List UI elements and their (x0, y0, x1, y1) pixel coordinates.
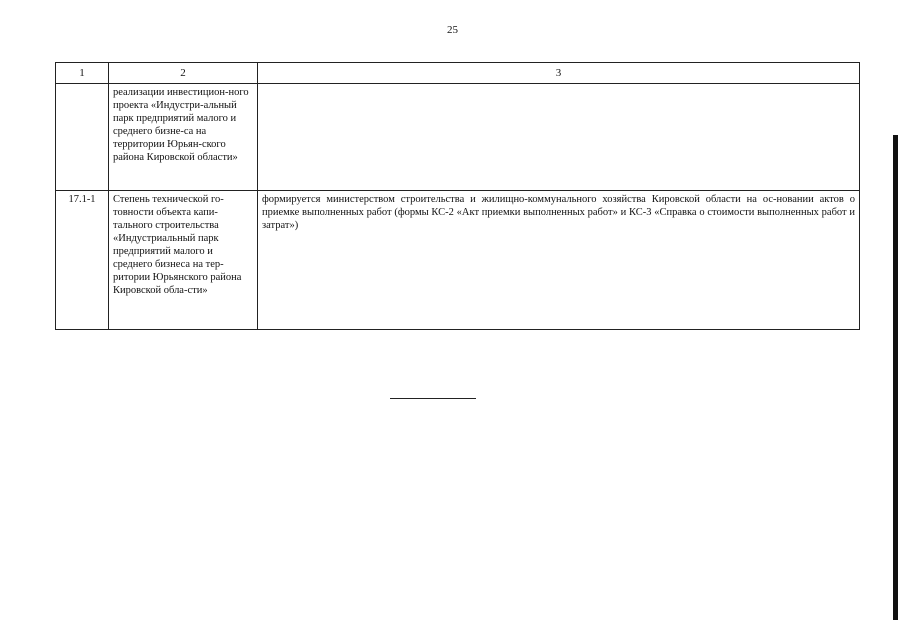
column-header-1: 1 (56, 63, 109, 84)
indicator-name-cell: реализации инвестицион-ного проекта «Индустри-альный парк предприятий малого и среднего бизне-са на территории Юрьян-ского района Кировской области» (109, 84, 258, 191)
data-table (55, 62, 860, 330)
row-number-cell: 17.1-1 (56, 191, 109, 330)
scan-edge-artifact (893, 135, 898, 620)
page-number: 25 (447, 24, 458, 36)
column-header-2: 2 (109, 63, 258, 84)
description-cell: формируется министерством строительства и жилищно-коммунального хозяйства Кировской области на ос-новании актов о приемке выполненных работ (формы КС-2 «Акт приемки выполненных работ» и КС-3 «Справка о стоимости выполненных работ и затрат») (258, 191, 860, 330)
table-header-row (56, 63, 860, 84)
column-header-3: 3 (258, 63, 860, 84)
description-cell (258, 84, 860, 191)
indicator-name-cell: Степень технической го-товности объекта капи-тального строительства «Индустриальный парк предприятий малого и среднего бизнеса на тер-ритории Юрьянского района Кировской обла-сти» (109, 191, 258, 330)
end-rule (390, 398, 476, 399)
row-number-cell (56, 84, 109, 191)
table-row (56, 84, 860, 191)
table-row (56, 191, 860, 330)
